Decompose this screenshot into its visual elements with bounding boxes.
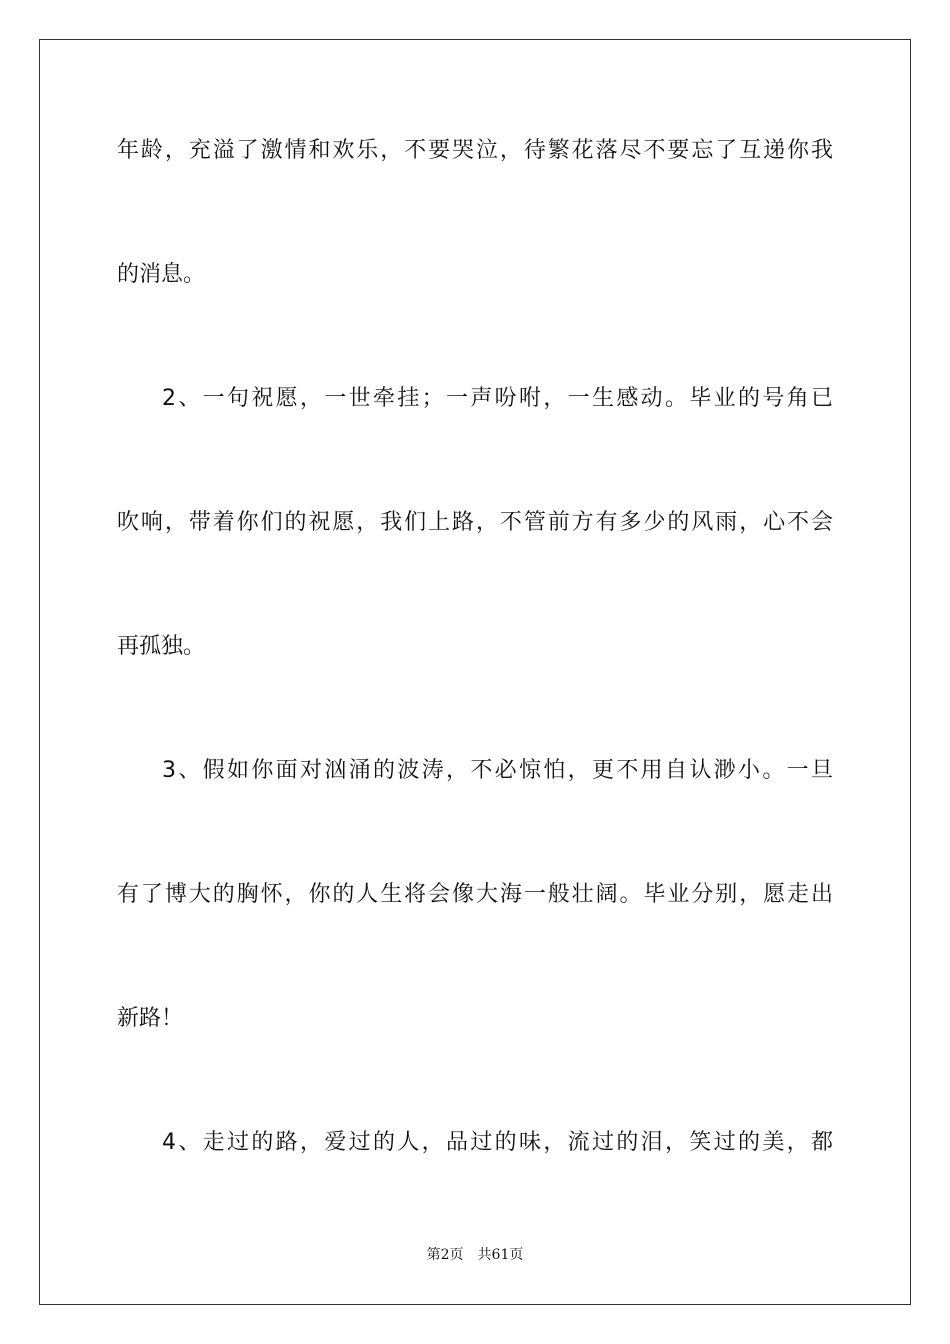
text-line: 4、走过的路，爱过的人，品过的味，流过的泪，笑过的美，都 (162, 1130, 833, 1155)
text-line: 3、假如你面对汹涌的波涛，不必惊怕，更不用自认渺小。一旦 (162, 758, 833, 783)
text-line: 的消息。 (117, 262, 206, 287)
page-footer (0, 1245, 950, 1265)
page-total: 共61页 (477, 1247, 524, 1263)
text-line: 年龄，充溢了激情和欢乐，不要哭泣，待繁花落尽不要忘了互递你我 (117, 138, 833, 163)
text-line: 有了博大的胸怀，你的人生将会像大海一般壮阔。毕业分别，愿走出 (117, 882, 833, 907)
text-line: 新路！ (117, 1006, 184, 1031)
text-line: 吹响，带着你们的祝愿，我们上路，不管前方有多少的风雨，心不会 (117, 510, 833, 535)
page-frame (39, 39, 911, 1305)
page-number: 第2页 (426, 1247, 464, 1263)
text-line: 再孤独。 (117, 634, 206, 659)
text-line: 2、一句祝愿，一世牵挂；一声吩咐，一生感动。毕业的号角已 (162, 386, 833, 411)
